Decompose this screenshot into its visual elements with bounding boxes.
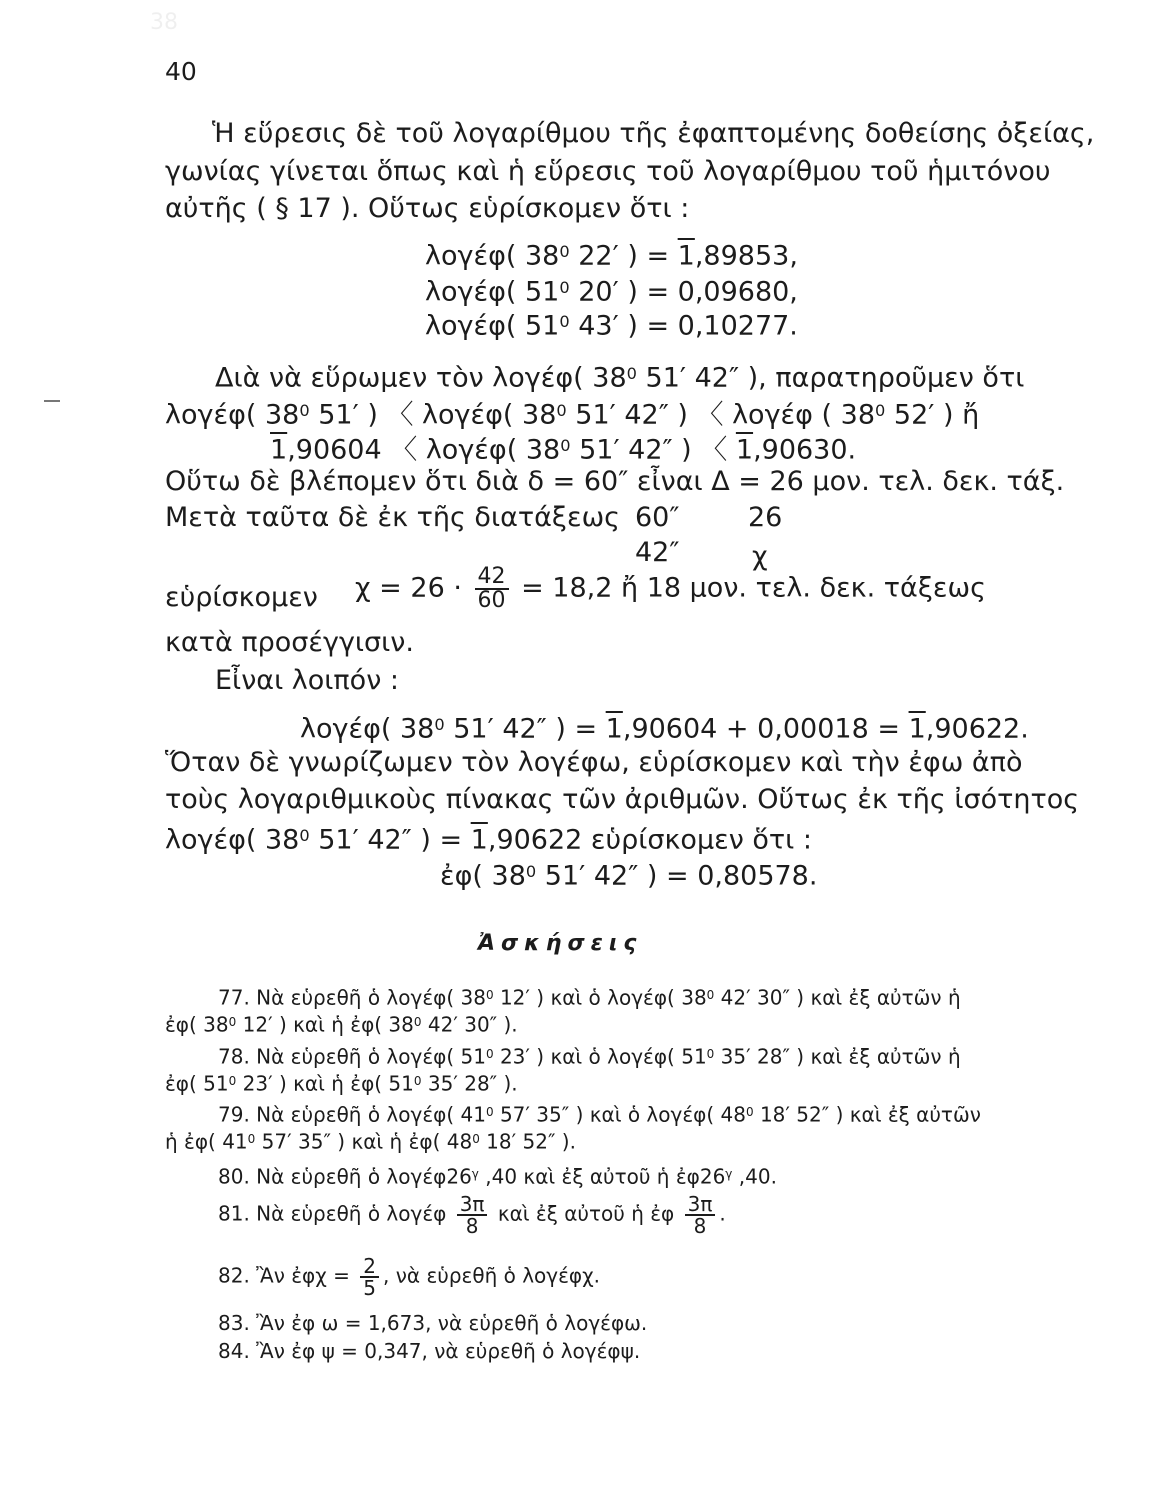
example-2: λογέφ( $51^0$ 20′ ) = 0,09680,: [425, 276, 798, 308]
exercise-81: 81. Νὰ εὑρεθῆ ὁ λογέφ $\frac{3\pi}{8}$ καὶ ἐξ αὐτοῦ ἡ ἐφ $\frac{3\pi}{8}$ .: [218, 1192, 726, 1238]
result-line-2: λογέφ( $38^0$ 51′ 42″ ) = 1,90604 + 0,00018 = 1,90622.: [300, 713, 1029, 745]
margin-mark: [44, 400, 60, 402]
inverse-line-4: ἐφ( $38^0$ 51′ 42″ ) = 0,80578.: [440, 860, 818, 892]
interp-line-8: κατὰ προσέγγισιν.: [165, 627, 414, 658]
exercise-84: 84. Ἂν ἐφ ψ = 0,347, νὰ εὑρεθῆ ὁ λογέφψ.: [218, 1339, 641, 1363]
interp-line-2: λογέφ( $38^0$ 51′ ) 〈 λογέφ( $38^0$ 51′ 42″ ) 〈 λογέφ ( $38^0$ 52′ ) ἤ: [165, 399, 980, 431]
interp-line-5: Μετὰ ταῦτα δὲ ἐκ τῆς διατάξεως: [165, 502, 621, 533]
intro-line-3: αὐτῆς ( § 17 ). Οὕτως εὑρίσκομεν ὅτι :: [165, 193, 690, 224]
example-1: λογέφ( $38^0$ 22′ ) = 1,89853,: [425, 240, 798, 272]
bleed-page-number: 38: [150, 10, 178, 35]
exercise-77-line-2: ἐφ( $38^0$ 12′ ) καὶ ἡ ἐφ( $38^0$ 42′ 30″ ).: [165, 1012, 518, 1037]
interp-table-26: 26: [748, 502, 783, 533]
interp-table-x: χ: [752, 541, 768, 572]
interp-line-3: 1,90604 〈 λογέφ( $38^0$ 51′ 42″ ) 〈 1,90630.: [270, 434, 857, 466]
exercises-heading: Ἀσκήσεις: [478, 931, 643, 956]
interp-table-42: 42″: [635, 537, 680, 568]
interp-table-60: 60″: [635, 502, 680, 533]
inverse-line-2: τοὺς λογαριθμικοὺς πίνακας τῶν ἀριθμῶν. Οὕτως ἐκ τῆς ἰσότητος: [165, 784, 1080, 815]
result-line-1: Εἶναι λοιπόν :: [215, 665, 399, 696]
intro-line-2: γωνίας γίνεται ὅπως καὶ ἡ εὕρεσις τοῦ λογαρίθμου τοῦ ἡμιτόνου: [165, 156, 1051, 187]
exercise-77-line-1: 77. Νὰ εὑρεθῆ ὁ λογέφ( $38^0$ 12′ ) καὶ ὁ λογέφ( $38^0$ 42′ 30″ ) καὶ ἐξ αὐτῶν ἡ: [218, 985, 961, 1010]
exercise-79-line-2: ἡ ἐφ( $41^0$ 57′ 35″ ) καὶ ἡ ἐφ( $48^0$ 18′ 52″ ).: [165, 1129, 576, 1154]
exercise-78-line-2: ἐφ( $51^0$ 23′ ) καὶ ἡ ἐφ( $51^0$ 35′ 28″ ).: [165, 1071, 518, 1096]
interp-label-find: εὑρίσκομεν: [165, 582, 318, 613]
example-3: λογέφ( $51^0$ 43′ ) = 0,10277.: [425, 310, 798, 342]
exercise-79-line-1: 79. Νὰ εὑρεθῆ ὁ λογέφ( $41^0$ 57′ 35″ ) καὶ ὁ λογέφ( $48^0$ 18′ 52″ ) καὶ ἐξ αὐτῶν: [218, 1102, 981, 1127]
inverse-line-1: Ὅταν δὲ γνωρίζωμεν τὸν λογέφω, εὑρίσκομεν καὶ τὴν ἐφω ἀπὸ: [165, 747, 1023, 778]
exercise-82: 82. Ἂν ἐφχ = $\frac{2}{5}$ , νὰ εὑρεθῆ ὁ λογέφχ.: [218, 1254, 601, 1300]
intro-line-1: Ἡ εὕρεσις δὲ τοῦ λογαρίθμου τῆς ἐφαπτομένης δοθείσης ὀξείας,: [212, 118, 1095, 149]
interp-line-4: Οὕτω δὲ βλέπομεν ὅτι διὰ δ = 60″ εἶναι Δ = 26 μον. τελ. δεκ. τάξ.: [165, 466, 1065, 497]
exercise-78-line-1: 78. Νὰ εὑρεθῆ ὁ λογέφ( $51^0$ 23′ ) καὶ ὁ λογέφ( $51^0$ 35′ 28″ ) καὶ ἐξ αὐτῶν ἡ: [218, 1044, 961, 1069]
interp-line-1: Διὰ νὰ εὕρωμεν τὸν λογέφ( $38^0$ 51′ 42″ ), παρατηροῦμεν ὅτι: [215, 362, 1025, 394]
inverse-line-3: λογέφ( $38^0$ 51′ 42″ ) = 1,90622 εὑρίσκομεν ὅτι :: [165, 824, 812, 856]
exercise-83: 83. Ἂν ἐφ ω = 1,673, νὰ εὑρεθῆ ὁ λογέφω.: [218, 1311, 648, 1335]
page-number: 40: [165, 57, 197, 86]
interp-equation: χ = 26 · $\frac{42}{60}$ = 18,2 ἤ 18 μον. τελ. δεκ. τάξεως: [355, 564, 986, 613]
exercise-80: 80. Νὰ εὑρεθῆ ὁ $\lambda o\gamma έ\varphi 26^\gamma$ ,40 καὶ ἐξ αὐτοῦ ἡ $ἐ\varphi 26^\gamma$ ,40.: [218, 1164, 777, 1189]
